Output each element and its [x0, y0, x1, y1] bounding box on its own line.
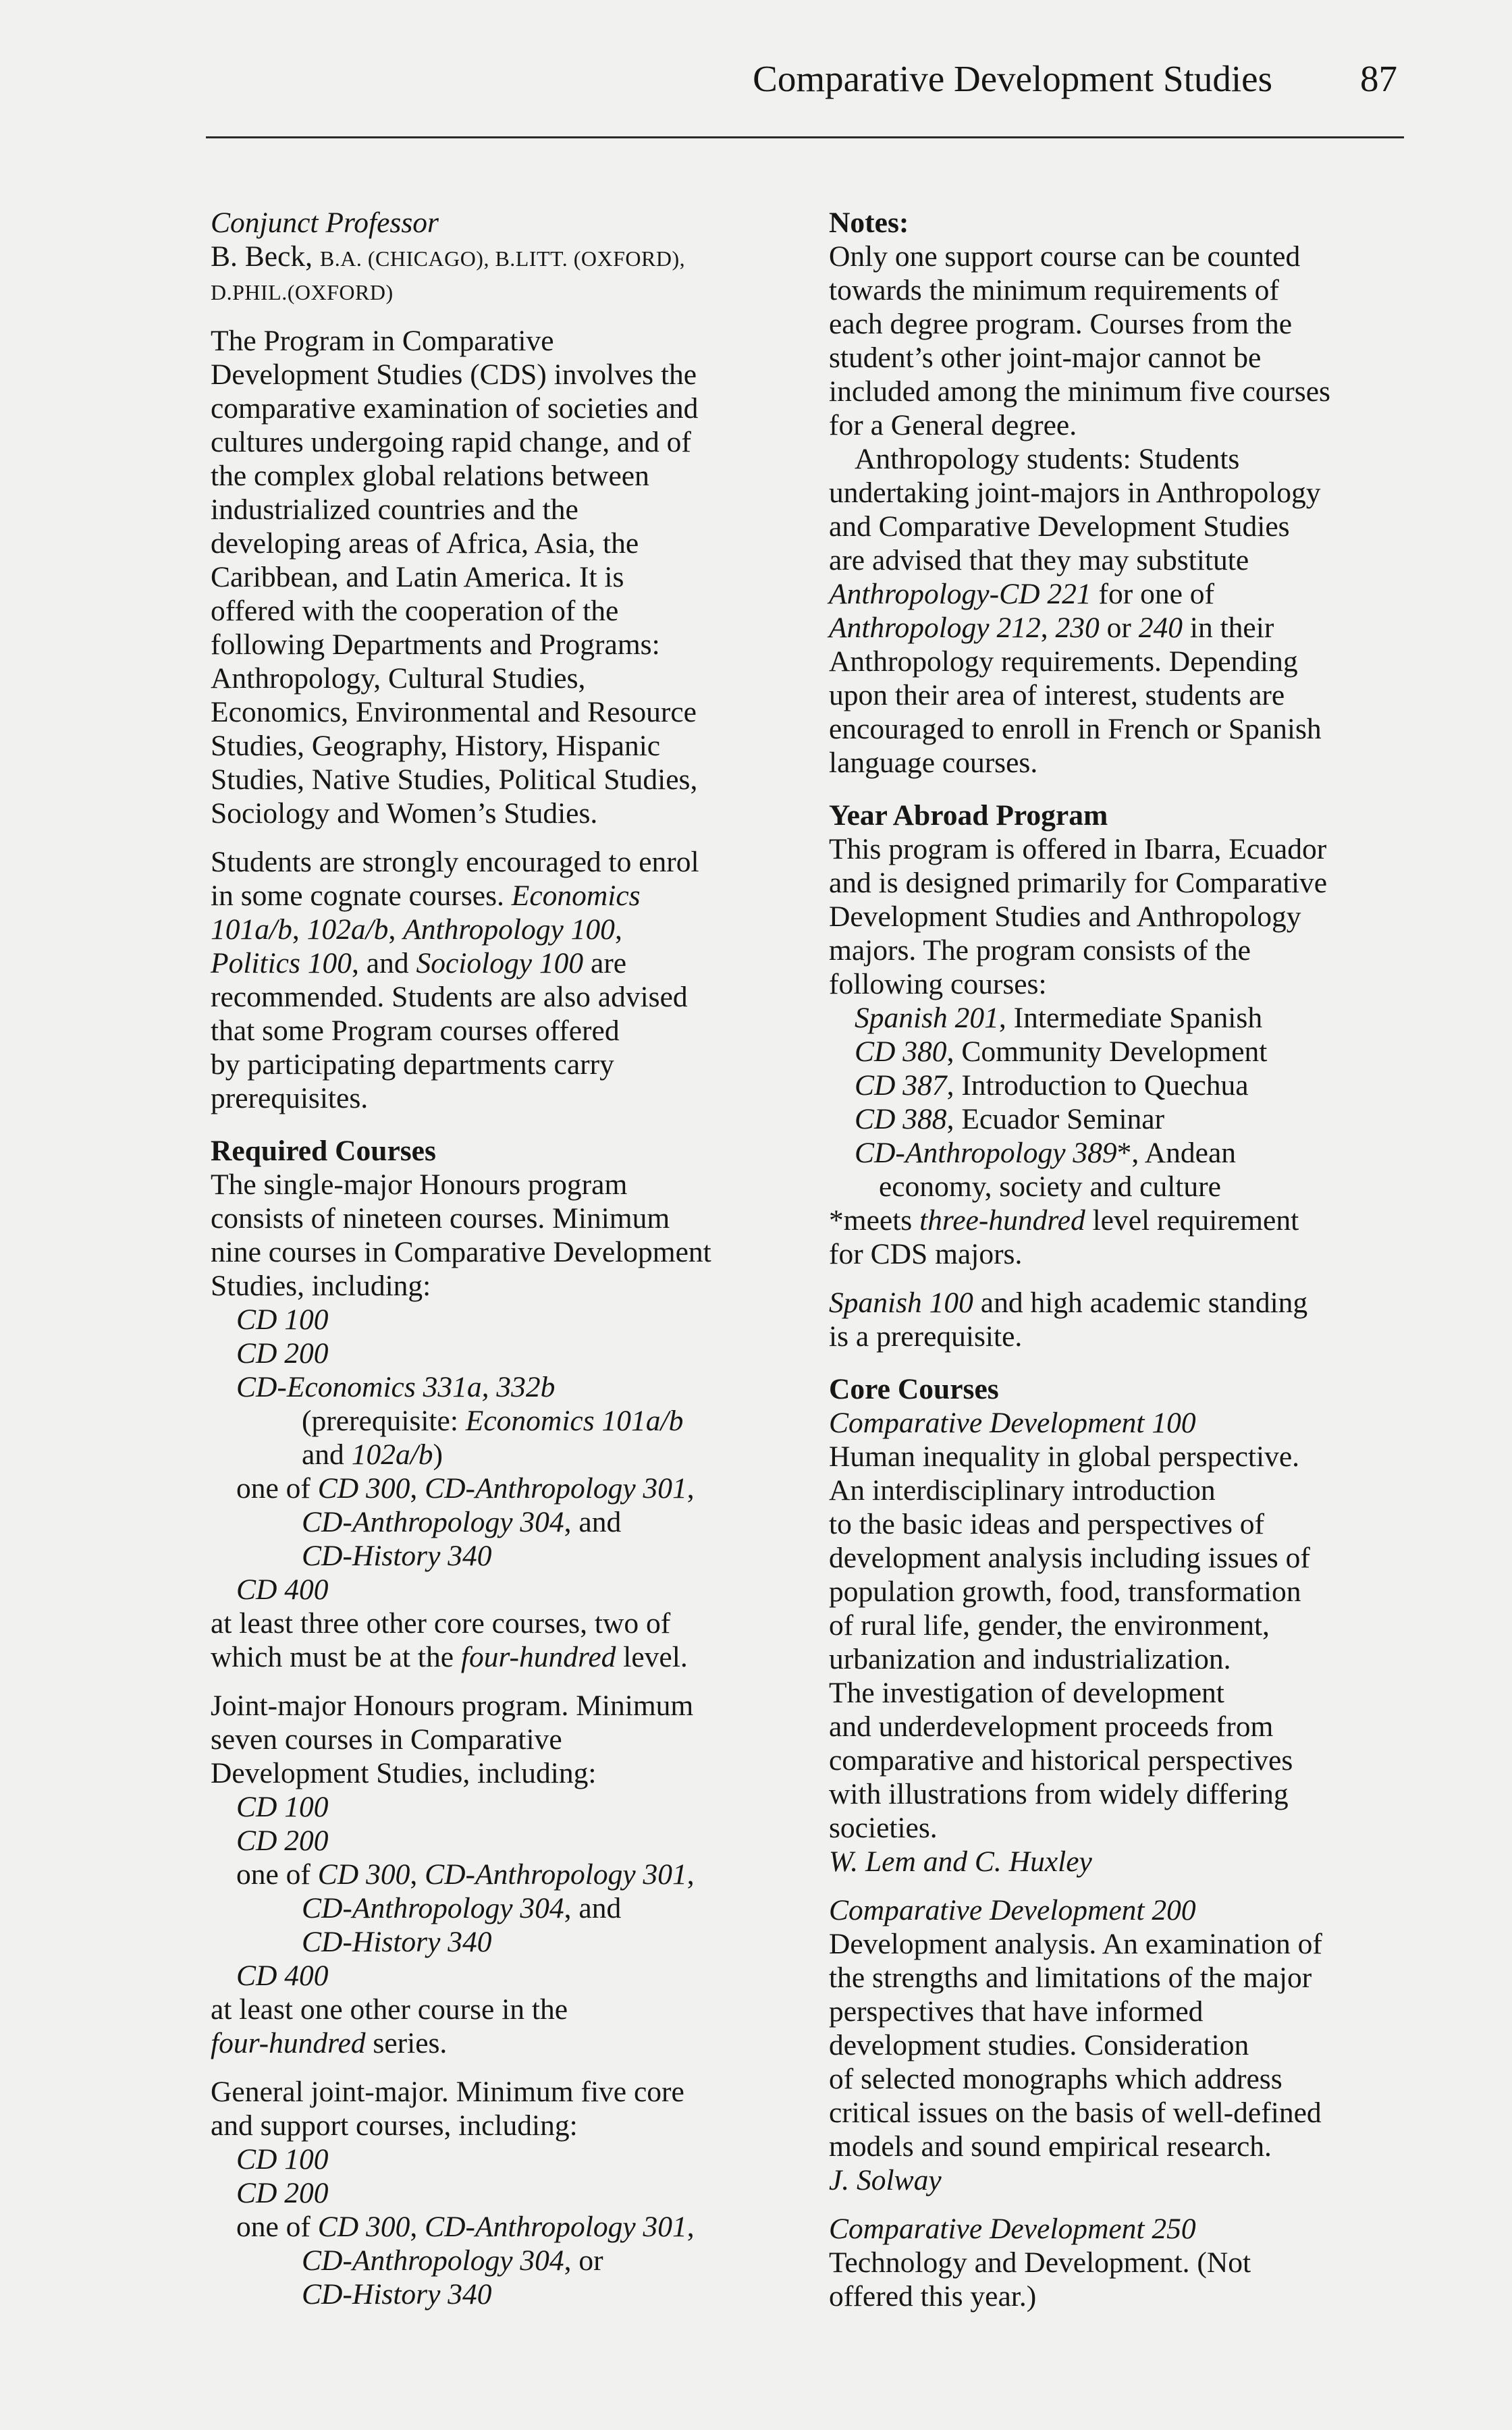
text-line: General joint-major. Minimum five core — [211, 2076, 684, 2108]
course-entry: CD-History 340 — [302, 1926, 492, 1958]
course-title: Comparative Development 250 — [829, 2213, 1196, 2245]
text-line: seven courses in Comparative — [211, 1723, 562, 1756]
text-line: The investigation of development — [829, 1677, 1224, 1709]
text-line: with illustrations from widely differing — [829, 1778, 1289, 1810]
text-line: student’s other joint-major cannot be — [829, 342, 1262, 374]
text-line: Sociology and Women’s Studies. — [211, 797, 598, 830]
running-title: Comparative Development Studies — [753, 58, 1272, 99]
text-line: Only one support course can be counted — [829, 240, 1301, 273]
right-column — [829, 206, 1423, 2313]
text-line: and Comparative Development Studies — [829, 510, 1290, 543]
text-line: This program is offered in Ibarra, Ecuador — [829, 833, 1327, 865]
text-line: Studies, including: — [211, 1270, 431, 1302]
text-line: Anthropology, Cultural Studies, — [211, 662, 586, 695]
text-line: population growth, food, transformation — [829, 1575, 1301, 1608]
course-entry: one of CD 300, CD-Anthropology 301, — [236, 1858, 695, 1891]
text-line: perspectives that have informed — [829, 1995, 1204, 2028]
faculty-role: Conjunct Professor — [211, 207, 439, 239]
course-title: Comparative Development 100 — [829, 1407, 1196, 1439]
faculty-degrees: B.A. (CHICAGO), B.LITT. (OXFORD), — [319, 246, 686, 271]
text-line: towards the minimum requirements of — [829, 274, 1279, 306]
prerequisite-note: and 102a/b) — [302, 1438, 443, 1471]
text-line: language courses. — [829, 747, 1038, 779]
course-instructors: W. Lem and C. Huxley — [829, 1845, 1092, 1878]
course-cd250 — [829, 2212, 1423, 2313]
course-entry: CD 200 — [236, 1337, 329, 1370]
text-line: and support courses, including: — [211, 2109, 578, 2142]
text-line: undertaking joint-majors in Anthropology — [829, 477, 1321, 509]
text-line: to the basic ideas and perspectives of — [829, 1508, 1265, 1540]
course-entry: CD 387, Introduction to Quechua — [855, 1069, 1249, 1102]
text-line: recommended. Students are also advised — [211, 981, 688, 1013]
text-line: the complex global relations between — [211, 460, 649, 492]
text-line: following courses: — [829, 968, 1047, 1000]
text-line: cultures undergoing rapid change, and of — [211, 426, 691, 458]
text-line: Development analysis. An examination of — [829, 1928, 1322, 1960]
text-line: upon their area of interest, students are — [829, 679, 1285, 711]
text-line: Development Studies (CDS) involves the — [211, 358, 697, 391]
text-line: at least three other core courses, two of — [211, 1607, 671, 1640]
course-instructors: J. Solway — [829, 2164, 942, 2196]
cognate-paragraph — [211, 845, 791, 1115]
text-line: Human inequality in global perspective. — [829, 1440, 1300, 1473]
course-entry: CD 200 — [236, 1825, 329, 1857]
text-line: that some Program courses offered — [211, 1015, 620, 1047]
course-entry: CD-Anthropology 389*, Andean — [855, 1137, 1237, 1169]
core-courses-heading: Core Courses — [829, 1373, 999, 1405]
text-line: the strengths and limitations of the major — [829, 1962, 1312, 1994]
text-line: following Departments and Programs: — [211, 628, 660, 661]
text-line: and underdevelopment proceeds from — [829, 1710, 1274, 1743]
text-line: urbanization and industrialization. — [829, 1643, 1231, 1675]
text-line: for CDS majors. — [829, 1238, 1023, 1270]
text-line: is a prerequisite. — [829, 1320, 1023, 1353]
text-line: The single-major Honours program — [211, 1168, 628, 1201]
text-line: Caribbean, and Latin America. It is — [211, 561, 624, 593]
text-line: and is designed primarily for Comparative — [829, 867, 1328, 899]
text-line: development studies. Consideration — [829, 2029, 1249, 2061]
text-line: at least one other course in the — [211, 1993, 568, 2026]
text-line: models and sound empirical research. — [829, 2130, 1272, 2163]
course-entry: CD-History 340 — [302, 1540, 492, 1572]
text-line: which must be at the four-hundred level. — [211, 1641, 688, 1673]
text-line: Development Studies and Anthropology — [829, 900, 1301, 933]
year-abroad-section — [829, 799, 1423, 1271]
course-entry: CD-Anthropology 304, or — [302, 2244, 603, 2277]
text-line: nine courses in Comparative Development — [211, 1236, 711, 1268]
text-line: four-hundred series. — [211, 2027, 448, 2059]
header-rule — [206, 136, 1404, 138]
text-line: *meets three-hundred level requirement — [829, 1204, 1299, 1237]
running-header — [206, 40, 1404, 122]
text-line: Development Studies, including: — [211, 1757, 597, 1789]
text-line: prerequisites. — [211, 1082, 369, 1114]
left-column — [211, 206, 791, 2311]
text-line: Studies, Native Studies, Political Studies, — [211, 763, 698, 796]
text-line: An interdisciplinary introduction — [829, 1474, 1216, 1507]
text-line: for a General degree. — [829, 409, 1077, 441]
notes-section — [829, 206, 1423, 780]
text-line: Economics, Environmental and Resource — [211, 696, 697, 728]
text-line: Politics 100, and Sociology 100 are — [211, 947, 627, 979]
text-line: The Program in Comparative — [211, 325, 554, 357]
faculty-degrees-cont: D.PHIL.(OXFORD) — [211, 280, 394, 304]
text-line: encouraged to enroll in French or Spanish — [829, 713, 1322, 745]
text-line: Spanish 100 and high academic standing — [829, 1287, 1308, 1319]
text-line: critical issues on the basis of well-defined — [829, 2097, 1322, 2129]
prerequisite-note: (prerequisite: Economics 101a/b — [302, 1405, 684, 1437]
page-number: 87 — [1360, 58, 1397, 99]
text-line: of selected monographs which address — [829, 2063, 1282, 2095]
text-line: are advised that they may substitute — [829, 544, 1249, 576]
core-courses-section — [829, 1372, 1423, 1879]
text-line: consists of nineteen courses. Minimum — [211, 1202, 670, 1235]
faculty-block — [211, 206, 791, 309]
course-entry: CD 100 — [236, 1303, 329, 1336]
course-entry: CD 200 — [236, 2177, 329, 2209]
text-line: Anthropology 212, 230 or 240 in their — [829, 612, 1274, 644]
course-entry: Spanish 201, Intermediate Spanish — [855, 1002, 1263, 1034]
course-entry-cont: economy, society and culture — [879, 1170, 1221, 1203]
course-entry: CD 400 — [236, 1960, 329, 1992]
course-entry: CD-Anthropology 304, and — [302, 1506, 622, 1538]
text-line: developing areas of Africa, Asia, the — [211, 527, 639, 560]
intro-paragraph — [211, 324, 791, 830]
course-entry: CD 380, Community Development — [855, 1035, 1268, 1068]
text-line: each degree program. Courses from the — [829, 308, 1293, 340]
course-entry: CD-Anthropology 304, and — [302, 1892, 622, 1924]
course-entry: CD 400 — [236, 1573, 329, 1606]
course-entry: one of CD 300, CD-Anthropology 301, — [236, 2211, 695, 2243]
text-line: comparative examination of societies and — [211, 392, 699, 425]
text-line: Students are strongly encouraged to enrol — [211, 846, 699, 878]
course-entry: one of CD 300, CD-Anthropology 301, — [236, 1472, 695, 1505]
text-line: offered this year.) — [829, 2280, 1037, 2313]
text-line: development analysis including issues of — [829, 1542, 1310, 1574]
notes-heading: Notes: — [829, 207, 909, 239]
required-courses-heading: Required Courses — [211, 1135, 436, 1167]
course-entry: CD 388, Ecuador Seminar — [855, 1103, 1165, 1135]
general-joint-major-paragraph — [211, 2075, 791, 2311]
course-entry: CD 100 — [236, 1791, 329, 1823]
text-line: in some cognate courses. Economics — [211, 880, 641, 912]
text-line: by participating departments carry — [211, 1048, 614, 1081]
course-entry: CD-History 340 — [302, 2278, 492, 2311]
text-line: societies. — [829, 1812, 938, 1844]
course-cd200 — [829, 1893, 1423, 2197]
faculty-name: B. Beck, — [211, 240, 313, 273]
year-abroad-heading: Year Abroad Program — [829, 799, 1108, 832]
text-line: 101a/b, 102a/b, Anthropology 100, — [211, 913, 622, 946]
text-line: included among the minimum five courses — [829, 375, 1330, 408]
course-entry: CD 100 — [236, 2143, 329, 2176]
required-courses-section — [211, 1134, 791, 1674]
joint-major-paragraph — [211, 1689, 791, 2060]
text-line: industrialized countries and the — [211, 493, 578, 526]
text-line: of rural life, gender, the environment, — [829, 1609, 1270, 1642]
year-abroad-prereq — [829, 1286, 1423, 1353]
text-line: Anthropology students: Students — [855, 443, 1240, 475]
course-title: Comparative Development 200 — [829, 1894, 1196, 1926]
text-line: Technology and Development. (Not — [829, 2246, 1251, 2279]
text-line: Anthropology requirements. Depending — [829, 645, 1298, 678]
text-line: offered with the cooperation of the — [211, 595, 619, 627]
text-line: Joint-major Honours program. Minimum — [211, 1690, 694, 1722]
text-line: Anthropology-CD 221 for one of — [829, 578, 1215, 610]
course-entry: CD-Economics 331a, 332b — [236, 1371, 556, 1403]
text-line: Studies, Geography, History, Hispanic — [211, 730, 661, 762]
text-line: majors. The program consists of the — [829, 934, 1251, 967]
text-line: comparative and historical perspectives — [829, 1744, 1293, 1777]
